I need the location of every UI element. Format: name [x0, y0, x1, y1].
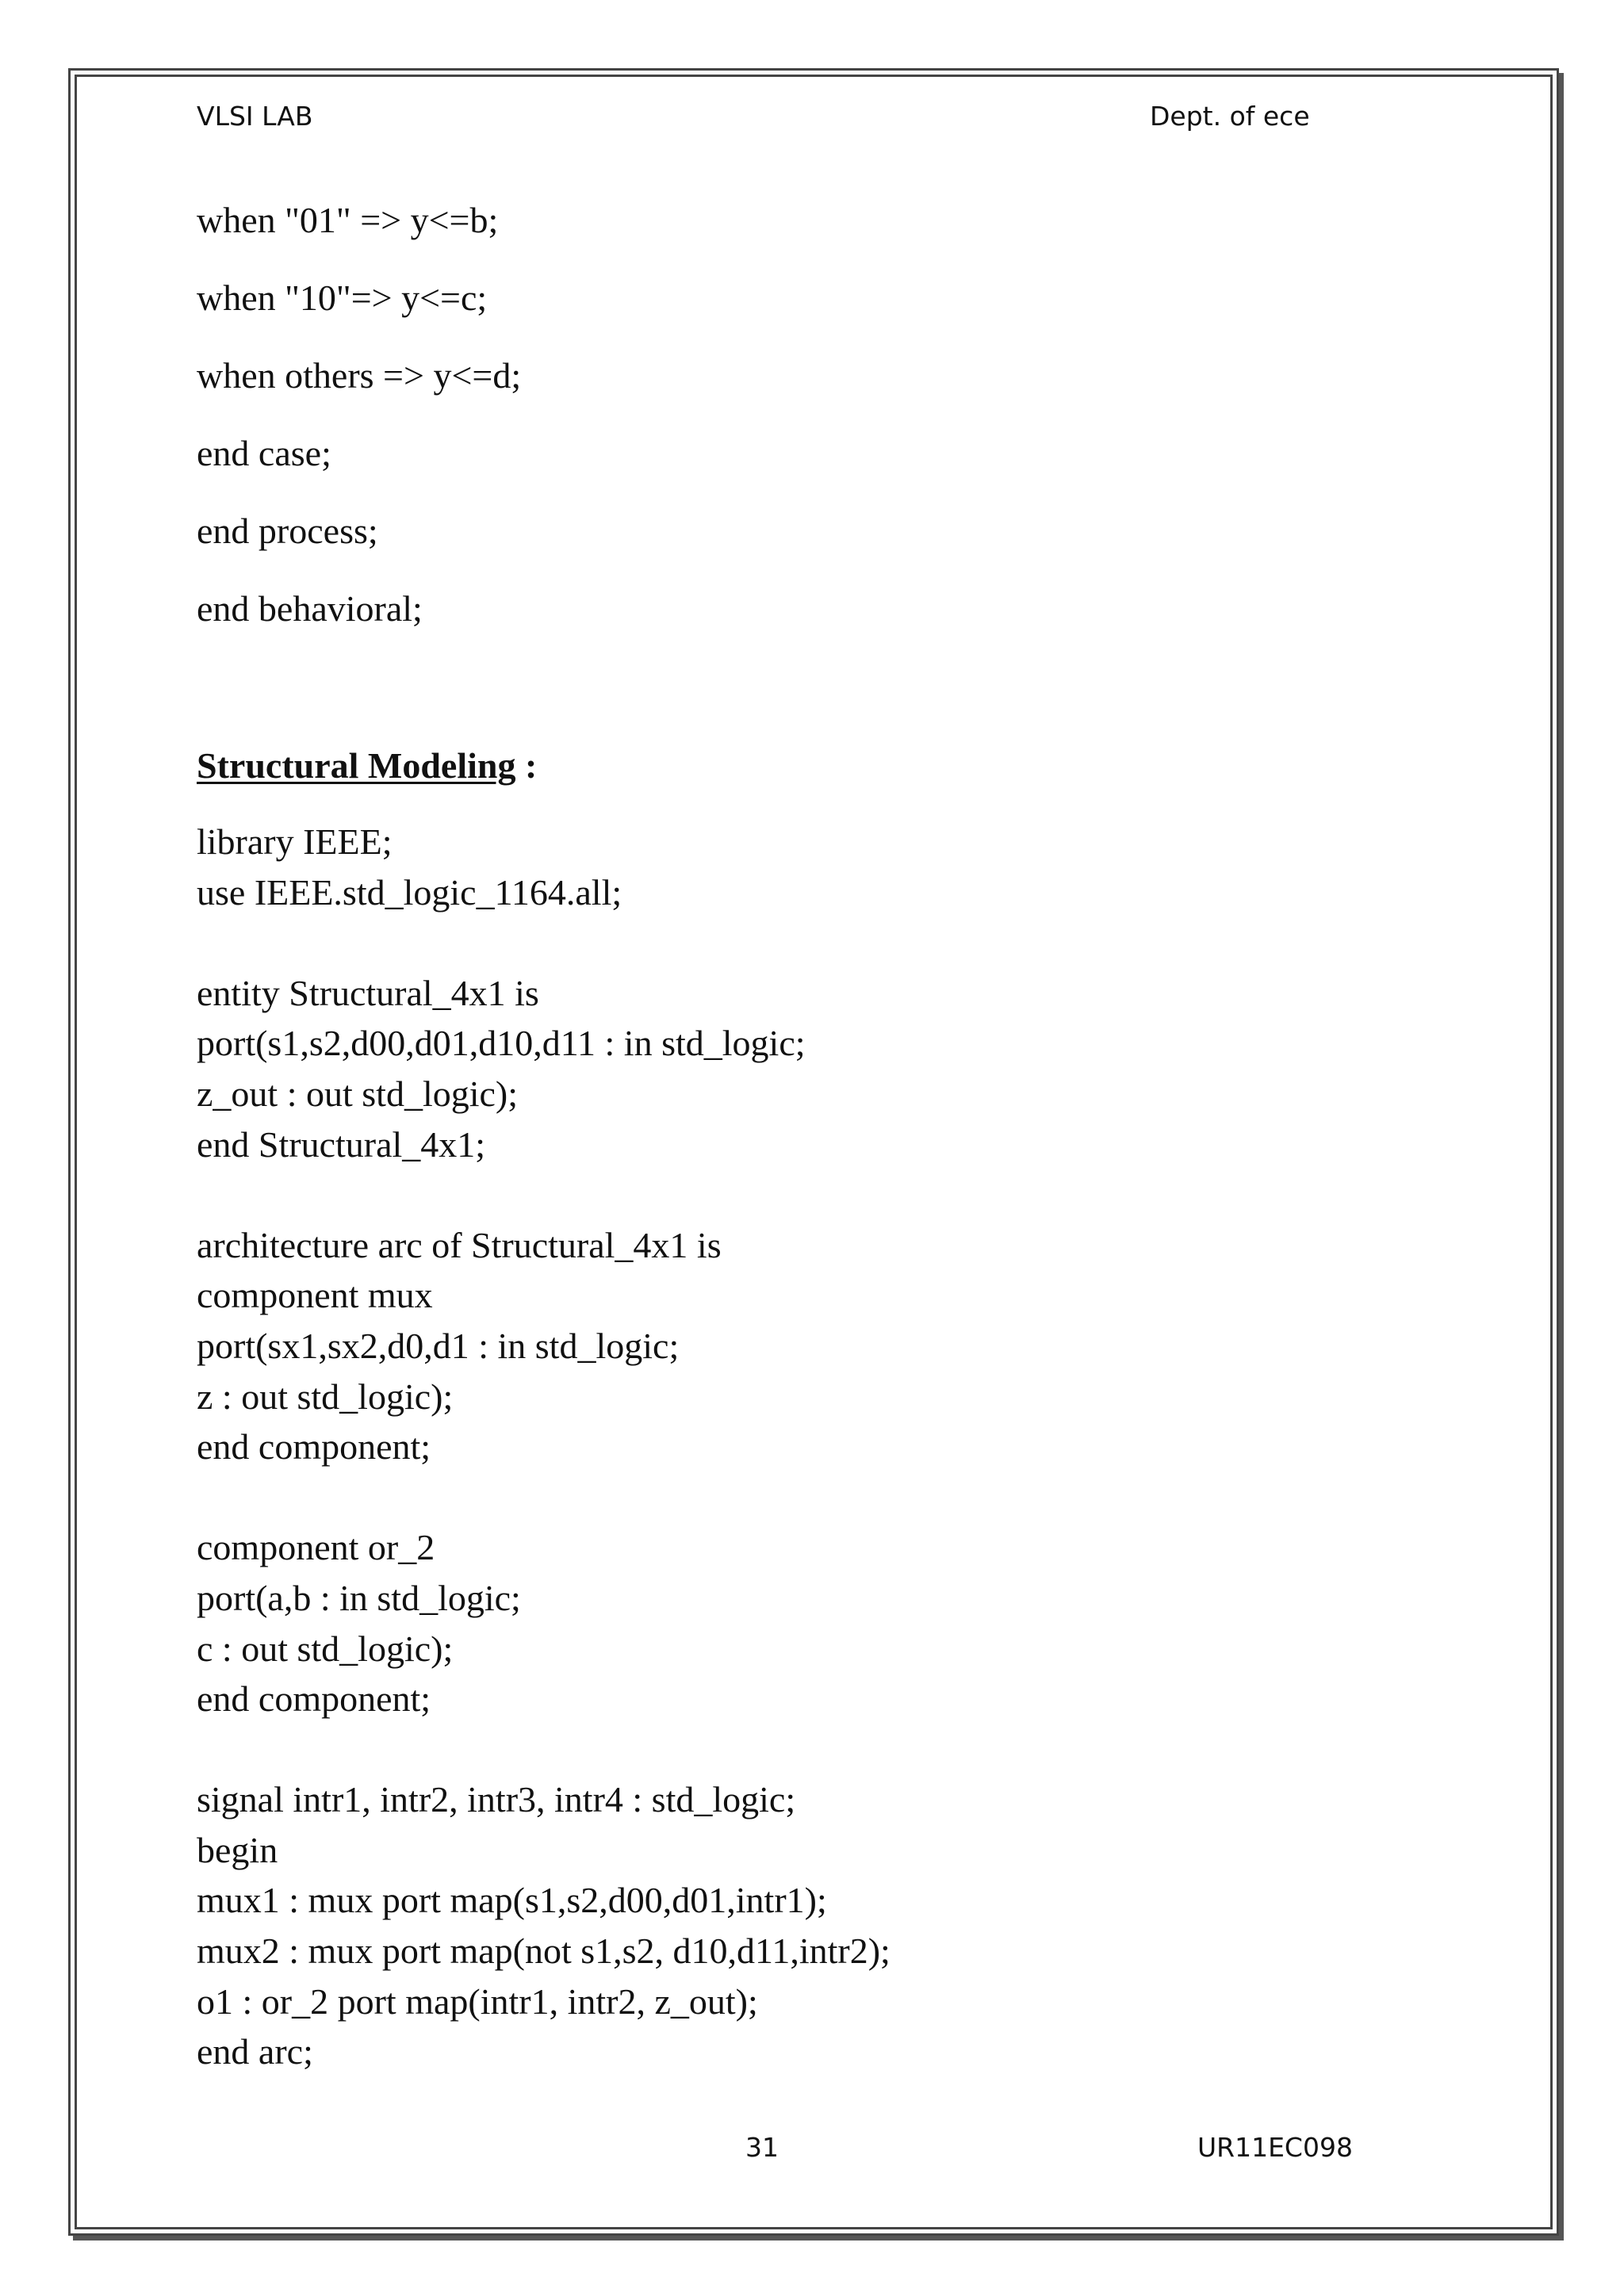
code-line: c : out std_logic);	[197, 1628, 454, 1669]
code-line	[197, 1169, 891, 1220]
header-department: Dept. of ece	[1150, 101, 1310, 132]
code-line: component mux	[197, 1275, 433, 1316]
code-line: mux2 : mux port map(not s1,s2, d10,d11,intr2);	[197, 1931, 891, 1972]
code-line: z : out std_logic);	[197, 1376, 454, 1417]
code-line: when "01" => y<=b;	[197, 200, 499, 240]
code-line: mux1 : mux port map(s1,s2,d00,d01,intr1);	[197, 1880, 827, 1921]
code-line: end process;	[197, 511, 378, 551]
code-line: architecture arc of Structural_4x1 is	[197, 1224, 722, 1265]
section-heading	[197, 742, 537, 790]
code-line: component or_2	[197, 1527, 435, 1568]
code-line: end Structural_4x1;	[197, 1123, 486, 1165]
code-continuation	[197, 197, 521, 663]
code-line: when others => y<=d;	[197, 355, 522, 396]
code-line: o1 : or_2 port map(intr1, intr2, z_out);	[197, 1980, 758, 2022]
code-line	[197, 1472, 891, 1523]
code-line: end arc;	[197, 2031, 313, 2072]
code-line: end behavioral;	[197, 588, 423, 629]
code-line: port(s1,s2,d00,d01,d10,d11 : in std_logic;	[197, 1023, 806, 1064]
header-lab-title: VLSI LAB	[197, 101, 313, 132]
structural-code-listing	[197, 817, 891, 2077]
code-line: when "10"=> y<=c;	[197, 277, 488, 318]
section-heading-title: Structural Modeling	[197, 745, 516, 786]
code-line	[197, 1724, 891, 1775]
code-line: signal intr1, intr2, intr3, intr4 : std_logic;	[197, 1779, 796, 1820]
code-line: begin	[197, 1829, 278, 1870]
code-line: use IEEE.std_logic_1164.all;	[197, 871, 622, 913]
footer-page-number: 31	[745, 2132, 779, 2163]
code-line: library IEEE;	[197, 821, 393, 862]
code-line: port(sx1,sx2,d0,d1 : in std_logic;	[197, 1325, 680, 1366]
section-heading-colon: :	[515, 745, 538, 786]
code-line: end case;	[197, 433, 331, 473]
code-line: port(a,b : in std_logic;	[197, 1577, 521, 1618]
code-line	[197, 917, 891, 968]
page-border-shadow	[73, 2236, 1564, 2241]
code-line: z_out : out std_logic);	[197, 1073, 519, 1114]
code-line: end component;	[197, 1426, 431, 1468]
footer-roll-id: UR11EC098	[1197, 2132, 1353, 2163]
code-line: end component;	[197, 1678, 431, 1720]
code-line: entity Structural_4x1 is	[197, 972, 539, 1013]
page-border-shadow	[1559, 73, 1564, 2241]
